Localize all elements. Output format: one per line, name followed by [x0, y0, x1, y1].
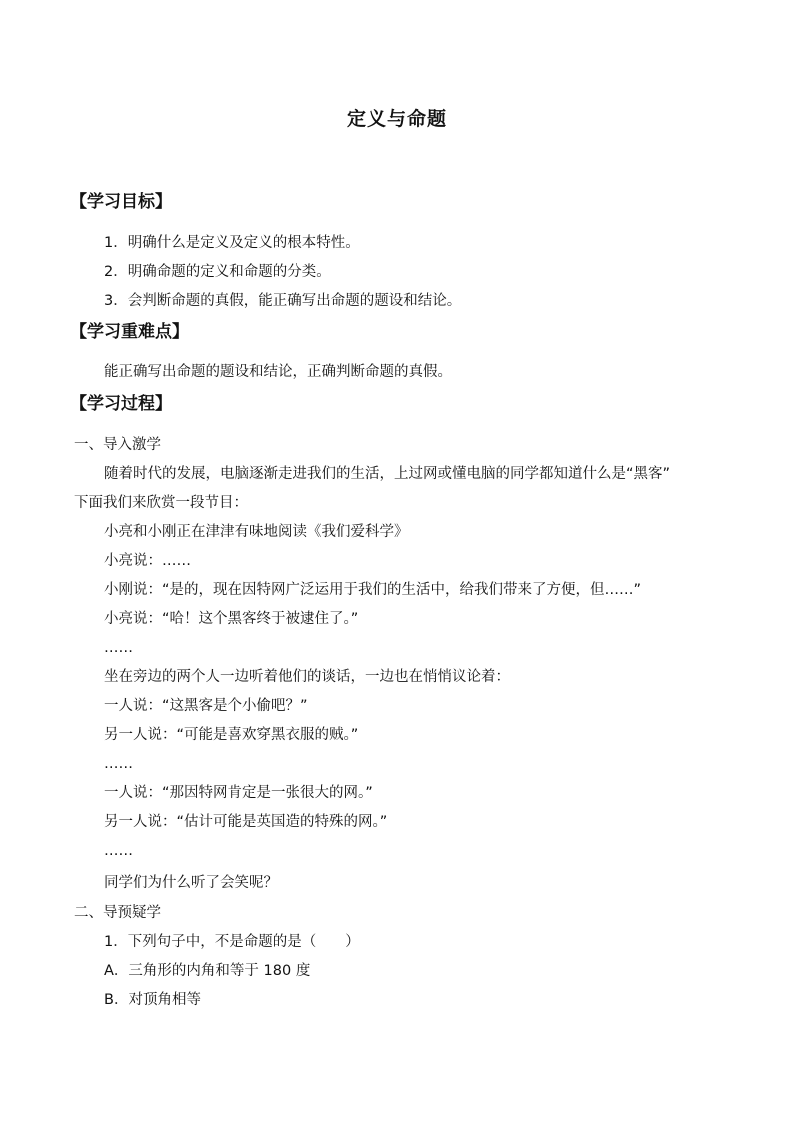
intro-paragraph-line: 随着时代的发展，电脑逐渐走进我们的生活，上过网或懂电脑的同学都知道什么是“黑客”	[104, 466, 671, 482]
page-title: 定义与命题	[346, 108, 447, 130]
goal-item: 2．明确命题的定义和命题的分类。	[104, 264, 331, 280]
answer-option: B．对顶角相等	[104, 992, 201, 1008]
dialog-line: ……	[104, 843, 133, 859]
answer-option: A．三角形的内角和等于 180 度	[104, 963, 311, 979]
question-text: 1．下列句子中，不是命题的是（ ）	[104, 934, 360, 950]
dialog-line: ……	[104, 756, 133, 772]
dialog-line: 一人说：“这黑客是个小偷吧？”	[104, 698, 308, 714]
section-heading-key-points: 【学习重难点】	[70, 322, 189, 342]
key-points-text: 能正确写出命题的题设和结论，正确判断命题的真假。	[104, 364, 452, 380]
dialog-line: 另一人说：“可能是喜欢穿黑衣服的贼。”	[104, 727, 359, 743]
dialog-line: 小亮说：“哈！这个黑客终于被逮住了。”	[104, 611, 359, 627]
goal-item: 3．会判断命题的真假，能正确写出命题的题设和结论。	[104, 293, 462, 309]
dialog-line: ……	[104, 640, 133, 656]
dialog-line: 同学们为什么听了会笑呢？	[104, 875, 278, 891]
dialog-line: 一人说：“那因特网肯定是一张很大的网。”	[104, 785, 373, 801]
dialog-line: 小亮和小刚正在津津有味地阅读《我们爱科学》	[104, 524, 409, 540]
part-heading-preview: 二、导预疑学	[74, 905, 161, 921]
dialog-line: 坐在旁边的两个人一边听着他们的谈话，一边也在悄悄议论着：	[104, 669, 510, 685]
dialog-line: 小刚说：“是的，现在因特网广泛运用于我们的生活中，给我们带来了方便，但……”	[104, 582, 642, 598]
dialog-line: 小亮说：……	[104, 553, 191, 569]
section-heading-goals: 【学习目标】	[70, 192, 172, 212]
intro-paragraph-line: 下面我们来欣赏一段节目：	[74, 495, 248, 511]
goal-item: 1．明确什么是定义及定义的根本特性。	[104, 235, 360, 251]
part-heading-intro: 一、导入激学	[74, 437, 161, 453]
dialog-line: 另一人说：“估计可能是英国造的特殊的网。”	[104, 814, 388, 830]
section-heading-process: 【学习过程】	[70, 394, 172, 414]
